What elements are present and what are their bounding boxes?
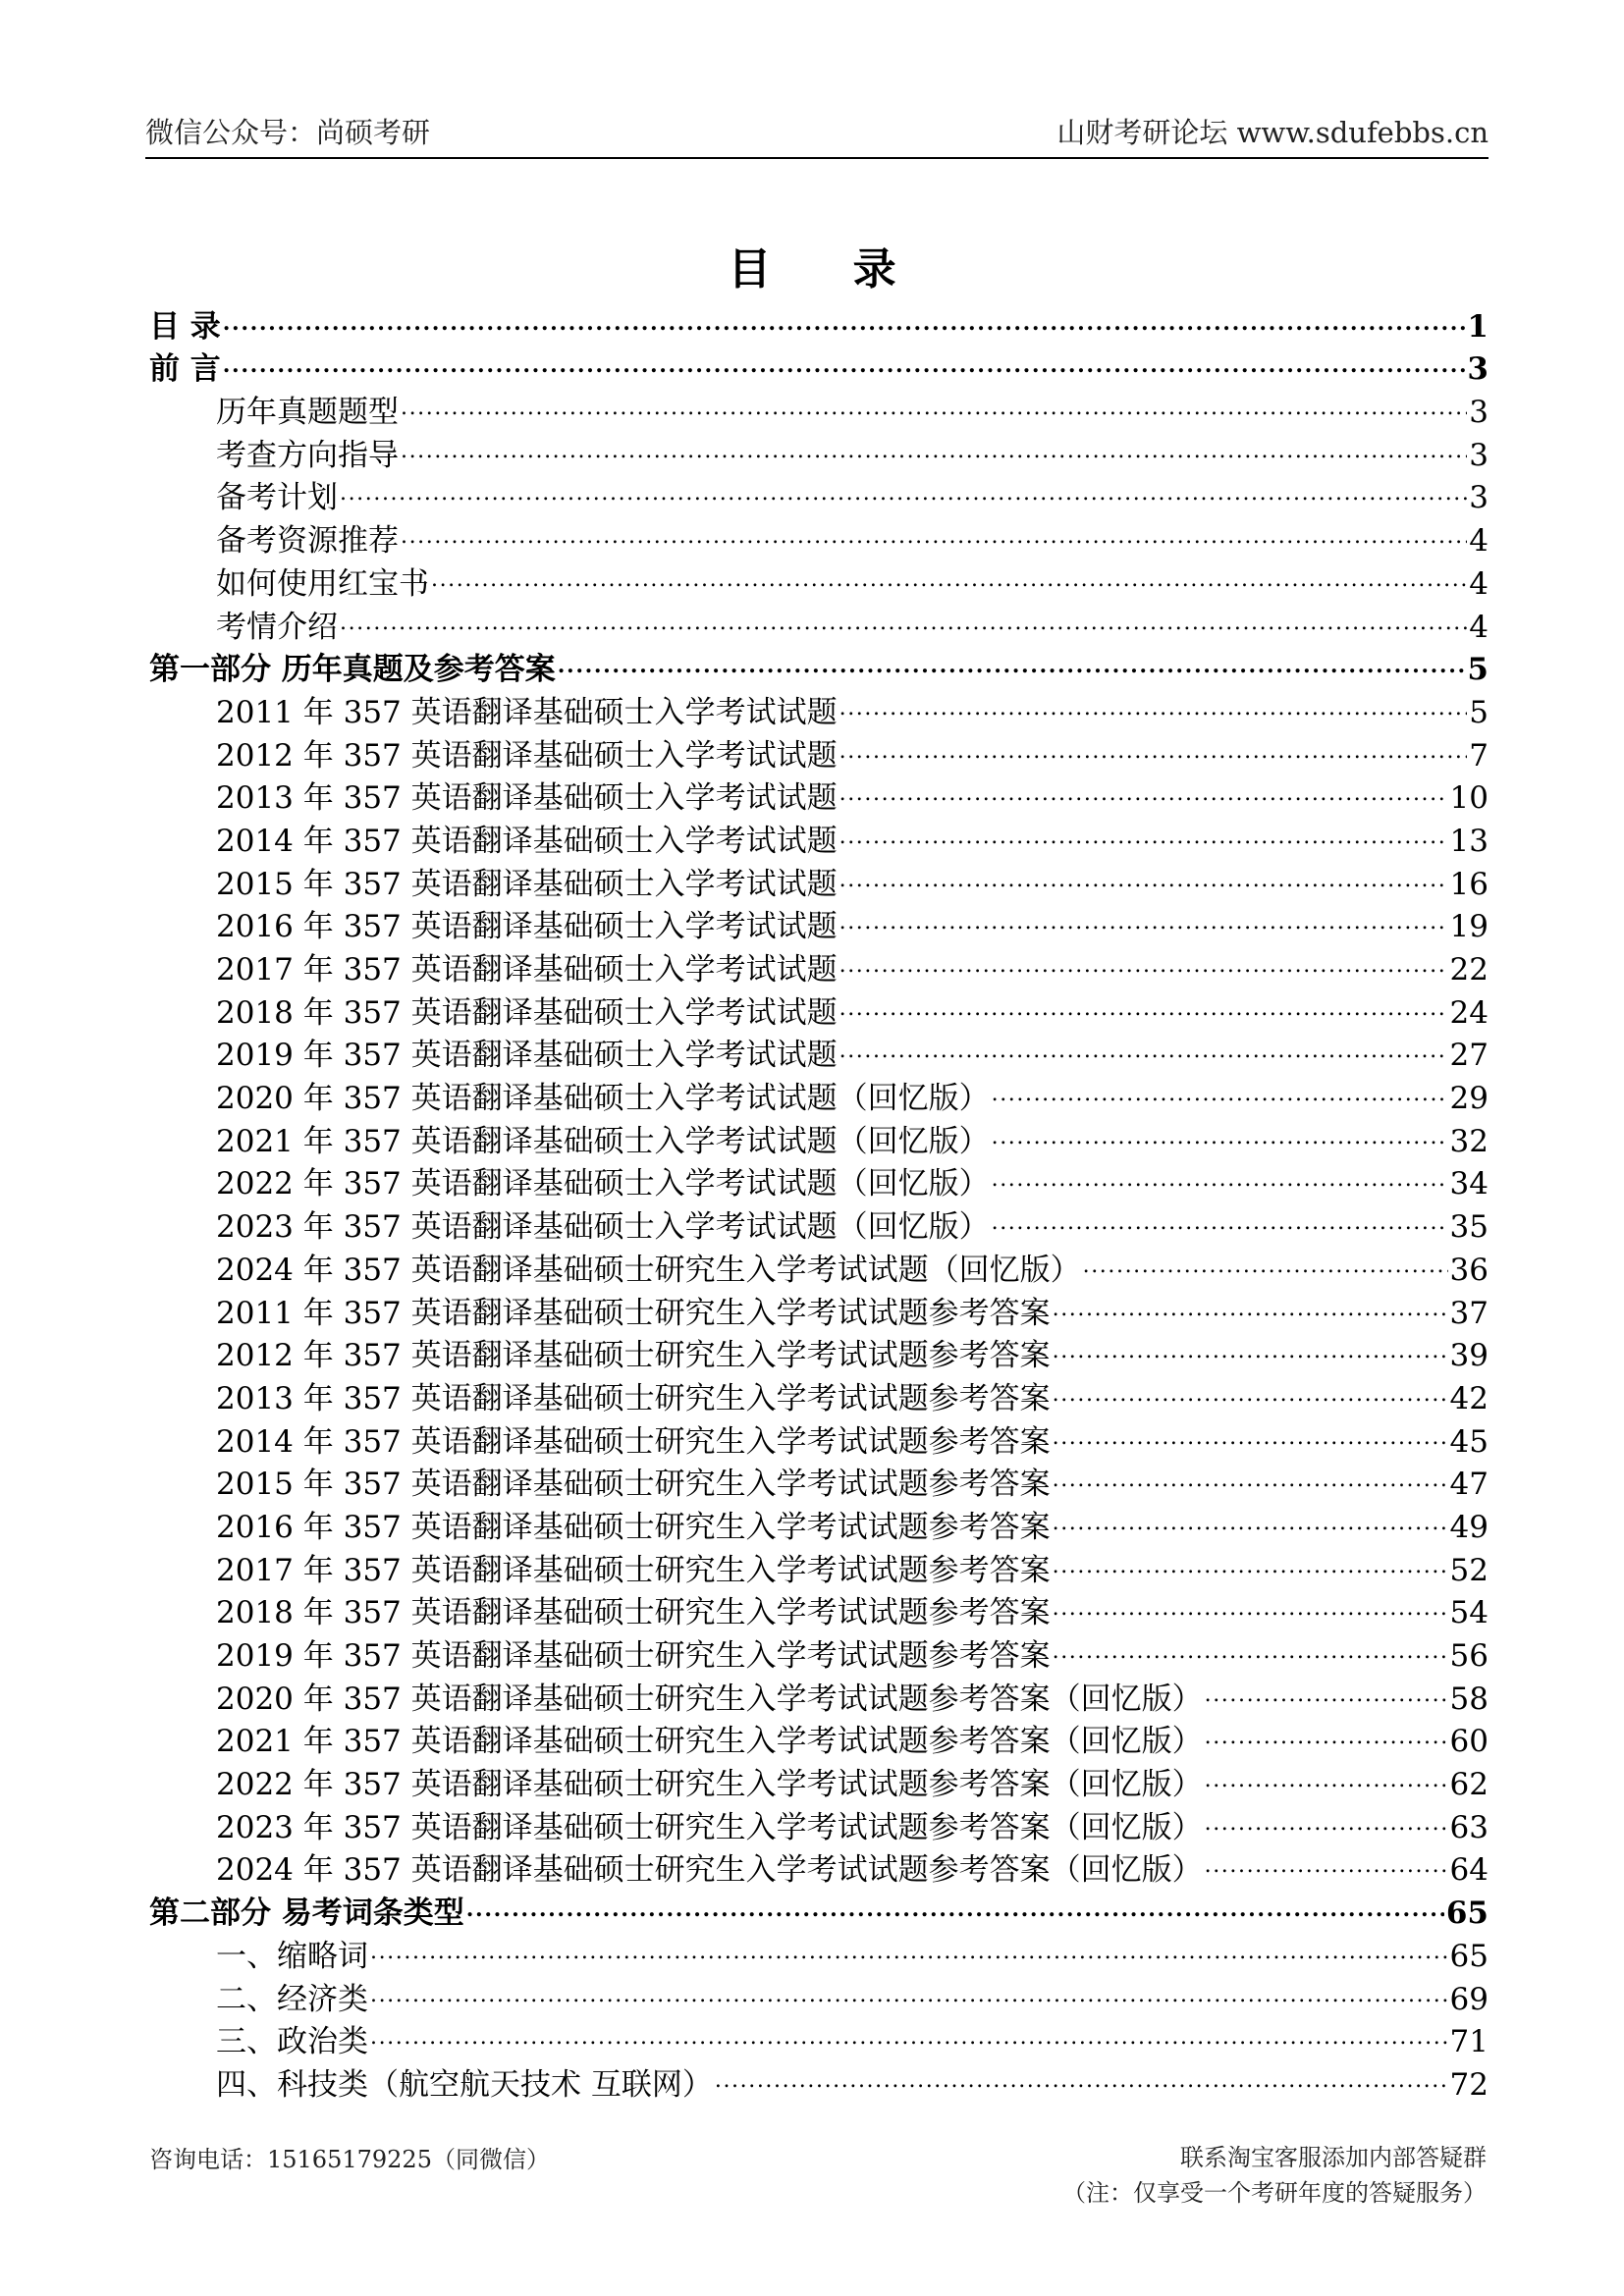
- toc-entry[interactable]: [149, 2059, 1489, 2103]
- toc-entry-title: 2019 年 357 英语翻译基础硕士研究生入学考试试题参考答案: [216, 1638, 1051, 1674]
- toc-dot-leader: [223, 309, 1466, 345]
- toc-entry-page: 37: [1449, 1295, 1489, 1331]
- toc-dot-leader: [340, 480, 1467, 515]
- toc-entry-title: 2024 年 357 英语翻译基础硕士研究生入学考试试题参考答案（回忆版）: [216, 1852, 1203, 1889]
- toc-dot-leader: [839, 780, 1448, 816]
- toc-entry-title: 考查方向指导: [216, 437, 399, 473]
- toc-dot-leader: [839, 952, 1448, 988]
- toc-entry-title: 备考计划: [216, 480, 338, 516]
- toc-entry-title: 2024 年 357 英语翻译基础硕士研究生入学考试试题（回忆版）: [216, 1252, 1081, 1288]
- toc-entry[interactable]: [149, 1974, 1489, 2017]
- toc-entry-title: 2018 年 357 英语翻译基础硕士研究生入学考试试题参考答案: [216, 1595, 1051, 1631]
- toc-entry-page: 5: [1469, 694, 1489, 730]
- toc-entry-title: 2011 年 357 英语翻译基础硕士入学考试试题: [216, 694, 838, 730]
- toc-entry[interactable]: [149, 473, 1489, 516]
- toc-entry-title: 2013 年 357 英语翻译基础硕士入学考试试题: [216, 780, 838, 817]
- toc-dot-leader: [1205, 1810, 1448, 1845]
- toc-entry-page: 5: [1467, 652, 1489, 688]
- toc-dot-leader: [1053, 1638, 1448, 1674]
- toc-entry-page: 3: [1469, 480, 1489, 516]
- toc-dot-leader: [992, 1166, 1448, 1201]
- footer-note-line2: （注：仅享受一个考研年度的答疑服务）: [1062, 2179, 1487, 2207]
- toc-entry-title: 前 言: [149, 351, 221, 388]
- toc-entry-page: 64: [1449, 1852, 1489, 1889]
- toc-entry[interactable]: [149, 2017, 1489, 2060]
- toc-dot-leader: [223, 351, 1466, 387]
- toc-entry-page: 4: [1469, 523, 1489, 560]
- toc-entry[interactable]: [149, 1845, 1489, 1889]
- toc-entry-page: 3: [1469, 395, 1489, 431]
- toc-entry[interactable]: [149, 730, 1489, 774]
- toc-entry-page: 16: [1449, 866, 1489, 902]
- toc-entry-page: 29: [1449, 1081, 1489, 1117]
- toc-entry[interactable]: [149, 1201, 1489, 1245]
- toc-entry-page: 24: [1449, 994, 1489, 1031]
- toc-entry-title: 2013 年 357 英语翻译基础硕士研究生入学考试试题参考答案: [216, 1380, 1051, 1416]
- toc-entry[interactable]: [149, 816, 1489, 859]
- toc-entry-title: 备考资源推荐: [216, 523, 399, 560]
- toc-entry-page: 4: [1469, 565, 1489, 602]
- toc-entry-title: 2012 年 357 英语翻译基础硕士研究生入学考试试题参考答案: [216, 1338, 1051, 1374]
- toc-entry[interactable]: [149, 1031, 1489, 1074]
- toc-dot-leader: [1053, 1510, 1448, 1545]
- toc-entry-page: 27: [1449, 1038, 1489, 1074]
- toc-entry[interactable]: [149, 1073, 1489, 1116]
- toc-dot-leader: [1205, 1724, 1448, 1759]
- toc-entry[interactable]: [149, 988, 1489, 1031]
- toc-dot-leader: [1205, 1767, 1448, 1802]
- page-title: 目 录: [728, 244, 930, 294]
- toc-entry[interactable]: [149, 774, 1489, 817]
- header-right-text: 山财考研论坛 www.sdufebbs.cn: [1056, 116, 1489, 149]
- toc-entry[interactable]: [149, 687, 1489, 730]
- page-header: [145, 110, 1489, 159]
- toc-entry[interactable]: [149, 1674, 1489, 1717]
- toc-entry[interactable]: [149, 1116, 1489, 1159]
- toc-dot-leader: [1053, 1595, 1448, 1630]
- toc-entry-page: 3: [1467, 351, 1489, 388]
- footer-contact: 咨询电话：15165179225（同微信）: [149, 2146, 550, 2173]
- toc-entry-title: 2020 年 357 英语翻译基础硕士研究生入学考试试题参考答案（回忆版）: [216, 1681, 1203, 1717]
- toc-entry[interactable]: [149, 1373, 1489, 1416]
- toc-dot-leader: [992, 1081, 1448, 1116]
- toc-entry-page: 63: [1449, 1809, 1489, 1845]
- toc-entry-page: 7: [1469, 737, 1489, 774]
- toc-dot-leader: [431, 566, 1467, 602]
- toc-entry[interactable]: [149, 345, 1489, 388]
- toc-entry[interactable]: [149, 1888, 1489, 1931]
- toc-entry-page: 52: [1449, 1552, 1489, 1588]
- toc-entry[interactable]: [149, 1588, 1489, 1631]
- toc-entry-title: 2014 年 357 英语翻译基础硕士入学考试试题: [216, 823, 838, 859]
- toc-entry-title: 四、科技类（航空航天技术 互联网）: [216, 2066, 713, 2103]
- toc-entry[interactable]: [149, 387, 1489, 430]
- toc-entry[interactable]: [149, 1802, 1489, 1845]
- toc-entry-title: 2016 年 357 英语翻译基础硕士研究生入学考试试题参考答案: [216, 1509, 1051, 1545]
- toc-entry[interactable]: [149, 1759, 1489, 1802]
- toc-dot-leader: [558, 652, 1466, 687]
- toc-entry-title: 2011 年 357 英语翻译基础硕士研究生入学考试试题参考答案: [216, 1295, 1051, 1331]
- toc-entry-page: 19: [1449, 909, 1489, 945]
- toc-dot-leader: [839, 824, 1448, 859]
- toc-entry[interactable]: [149, 1288, 1489, 1331]
- toc-entry-title: 考情介绍: [216, 609, 338, 645]
- toc-entry[interactable]: [149, 902, 1489, 945]
- toc-entry-page: 47: [1449, 1467, 1489, 1503]
- toc-entry-page: 34: [1449, 1166, 1489, 1202]
- table-of-contents: [149, 301, 1489, 2103]
- toc-dot-leader: [1053, 1553, 1448, 1588]
- toc-entry-page: 60: [1449, 1724, 1489, 1760]
- toc-dot-leader: [1053, 1338, 1448, 1373]
- toc-entry-title: 2020 年 357 英语翻译基础硕士入学考试试题（回忆版）: [216, 1081, 990, 1117]
- toc-entry[interactable]: [149, 1245, 1489, 1288]
- toc-entry-title: 2014 年 357 英语翻译基础硕士研究生入学考试试题参考答案: [216, 1423, 1051, 1460]
- toc-entry-title: 2023 年 357 英语翻译基础硕士研究生入学考试试题参考答案（回忆版）: [216, 1809, 1203, 1845]
- toc-dot-leader: [715, 2067, 1448, 2103]
- toc-dot-leader: [1053, 1296, 1448, 1331]
- toc-dot-leader: [370, 1939, 1448, 1974]
- toc-entry-page: 42: [1449, 1380, 1489, 1416]
- toc-dot-leader: [839, 738, 1468, 774]
- toc-entry-title: 三、政治类: [216, 2024, 368, 2060]
- toc-entry-title: 2021 年 357 英语翻译基础硕士入学考试试题（回忆版）: [216, 1123, 990, 1159]
- toc-entry-title: 2022 年 357 英语翻译基础硕士入学考试试题（回忆版）: [216, 1166, 990, 1202]
- toc-entry-title: 2022 年 357 英语翻译基础硕士研究生入学考试试题参考答案（回忆版）: [216, 1767, 1203, 1803]
- toc-entry-page: 13: [1449, 823, 1489, 859]
- toc-entry-title: 2019 年 357 英语翻译基础硕士入学考试试题: [216, 1038, 838, 1074]
- toc-entry[interactable]: [149, 515, 1489, 559]
- toc-entry-page: 72: [1449, 2066, 1489, 2103]
- toc-dot-leader: [992, 1124, 1448, 1159]
- toc-entry-title: 2015 年 357 英语翻译基础硕士入学考试试题: [216, 866, 838, 902]
- toc-entry[interactable]: [149, 645, 1489, 688]
- toc-entry-title: 2016 年 357 英语翻译基础硕士入学考试试题: [216, 909, 838, 945]
- toc-dot-leader: [1053, 1381, 1448, 1416]
- toc-entry-page: 45: [1449, 1423, 1489, 1460]
- toc-entry-title: 一、缩略词: [216, 1938, 368, 1974]
- toc-dot-leader: [839, 909, 1448, 944]
- toc-dot-leader: [466, 1896, 1444, 1931]
- toc-entry-page: 58: [1449, 1681, 1489, 1717]
- toc-entry-page: 10: [1449, 780, 1489, 817]
- toc-dot-leader: [401, 523, 1467, 559]
- footer-note: [1062, 2140, 1487, 2211]
- toc-dot-leader: [1205, 1852, 1448, 1888]
- toc-entry-page: 54: [1449, 1595, 1489, 1631]
- toc-entry-page: 39: [1449, 1338, 1489, 1374]
- toc-entry-title: 2018 年 357 英语翻译基础硕士入学考试试题: [216, 994, 838, 1031]
- toc-dot-leader: [839, 1038, 1448, 1073]
- toc-entry-title: 如何使用红宝书: [216, 565, 429, 602]
- toc-entry-title: 二、经济类: [216, 1981, 368, 2017]
- toc-dot-leader: [1083, 1253, 1448, 1288]
- toc-dot-leader: [839, 867, 1448, 902]
- toc-entry-page: 56: [1449, 1638, 1489, 1674]
- toc-entry-title: 2023 年 357 英语翻译基础硕士入学考试试题（回忆版）: [216, 1209, 990, 1246]
- toc-entry-page: 65: [1449, 1938, 1489, 1974]
- toc-entry[interactable]: [149, 1931, 1489, 1974]
- toc-entry-page: 22: [1449, 952, 1489, 988]
- toc-entry[interactable]: [149, 301, 1489, 345]
- toc-entry-title: 2021 年 357 英语翻译基础硕士研究生入学考试试题参考答案（回忆版）: [216, 1724, 1203, 1760]
- toc-entry-title: 2012 年 357 英语翻译基础硕士入学考试试题: [216, 737, 838, 774]
- toc-entry-page: 69: [1449, 1981, 1489, 2017]
- toc-entry-page: 1: [1467, 308, 1489, 345]
- toc-entry-title: 2015 年 357 英语翻译基础硕士研究生入学考试试题参考答案: [216, 1467, 1051, 1503]
- toc-entry-page: 3: [1469, 437, 1489, 473]
- toc-entry-title: 第二部分 易考词条类型: [149, 1896, 464, 1932]
- toc-entry[interactable]: [149, 1717, 1489, 1760]
- toc-dot-leader: [992, 1209, 1448, 1245]
- toc-entry-page: 35: [1449, 1209, 1489, 1246]
- toc-entry-title: 目 录: [149, 308, 221, 345]
- toc-entry-title: 第一部分 历年真题及参考答案: [149, 652, 556, 688]
- toc-entry[interactable]: [149, 602, 1489, 645]
- toc-entry-page: 49: [1449, 1509, 1489, 1545]
- toc-entry[interactable]: [149, 944, 1489, 988]
- toc-entry-page: 32: [1449, 1123, 1489, 1159]
- toc-dot-leader: [370, 1982, 1448, 2017]
- toc-entry-page: 4: [1469, 609, 1489, 645]
- toc-entry-title: 2017 年 357 英语翻译基础硕士入学考试试题: [216, 952, 838, 988]
- toc-entry-title: 历年真题题型: [216, 395, 399, 431]
- toc-entry-page: 71: [1449, 2024, 1489, 2060]
- toc-dot-leader: [1205, 1682, 1448, 1717]
- toc-entry[interactable]: [149, 1502, 1489, 1545]
- toc-entry-page: 62: [1449, 1767, 1489, 1803]
- toc-entry[interactable]: [149, 1545, 1489, 1588]
- toc-entry[interactable]: [149, 1331, 1489, 1374]
- toc-dot-leader: [340, 610, 1467, 645]
- toc-dot-leader: [1053, 1424, 1448, 1460]
- toc-dot-leader: [401, 438, 1467, 473]
- toc-entry[interactable]: [149, 1630, 1489, 1674]
- footer-note-line1: 联系淘宝客服添加内部答疑群: [1180, 2144, 1487, 2171]
- toc-entry[interactable]: [149, 1416, 1489, 1460]
- toc-dot-leader: [401, 395, 1467, 430]
- toc-entry[interactable]: [149, 1460, 1489, 1503]
- toc-entry-page: 65: [1445, 1896, 1489, 1932]
- toc-entry[interactable]: [149, 859, 1489, 902]
- toc-entry[interactable]: [149, 430, 1489, 473]
- toc-entry[interactable]: [149, 559, 1489, 602]
- toc-entry-title: 2017 年 357 英语翻译基础硕士研究生入学考试试题参考答案: [216, 1552, 1051, 1588]
- toc-dot-leader: [1053, 1467, 1448, 1502]
- toc-dot-leader: [370, 2024, 1448, 2059]
- header-left-text: 微信公众号：尚硕考研: [145, 116, 431, 149]
- toc-dot-leader: [839, 695, 1468, 730]
- toc-entry-page: 36: [1449, 1252, 1489, 1288]
- toc-dot-leader: [839, 995, 1448, 1031]
- toc-entry[interactable]: [149, 1159, 1489, 1202]
